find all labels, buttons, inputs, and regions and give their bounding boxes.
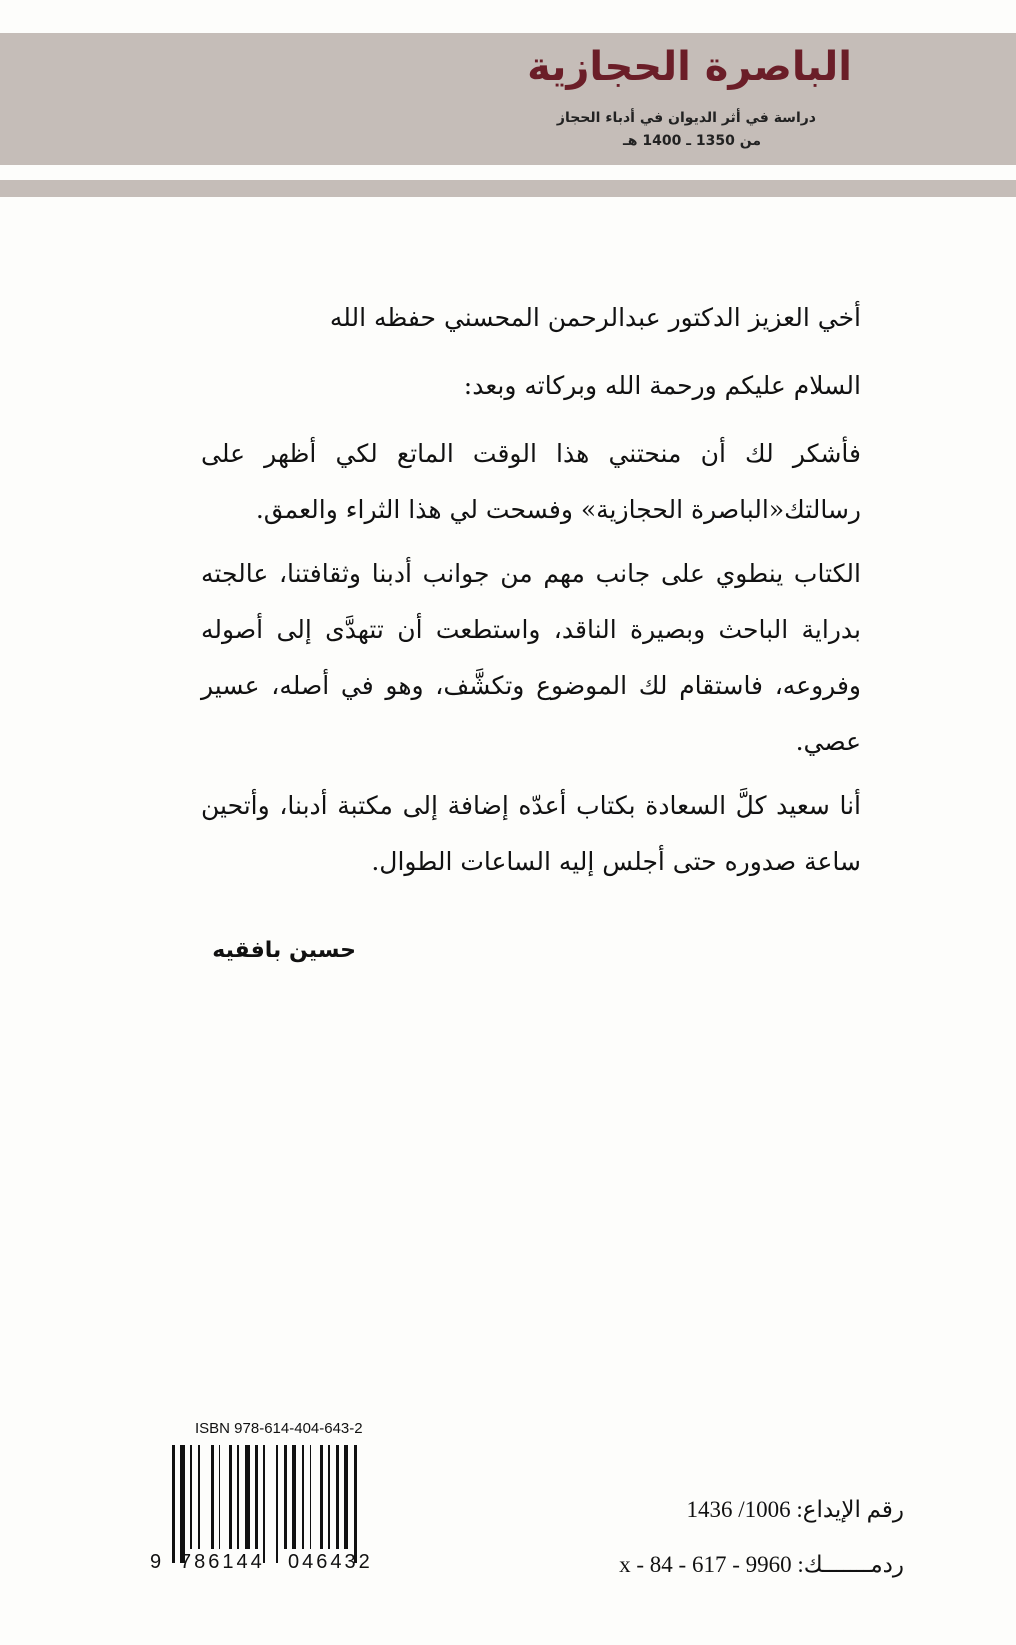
barcode-bar: [237, 1445, 239, 1549]
barcode: [172, 1445, 394, 1555]
barcode-bar: [292, 1445, 297, 1549]
deposit-number: رقم الإيداع: 1006/ 1436: [686, 1497, 904, 1522]
barcode-bar: [229, 1445, 232, 1549]
isbn-label: ISBN 978-614-404-643-2: [195, 1420, 363, 1437]
barcode-bar: [198, 1445, 200, 1549]
barcode-bar: [320, 1445, 323, 1549]
barcode-bar: [344, 1445, 349, 1549]
barcode-bar: [219, 1445, 221, 1549]
letter-paragraph: الكتاب ينطوي على جانب مهم من جوانب أدبنا وثقافتنا، عالجته بدراية الباحث وبصيرة الناقد، واستطعت أن تتهدَّى إلى أصوله وفروعه، فاستقام لك الموضوع وتكشَّف، وهو في أصله، عسير عصي.: [201, 559, 861, 756]
barcode-bar: [284, 1445, 287, 1549]
barcode-bar: [336, 1445, 339, 1549]
barcode-lead-digit: 9: [150, 1551, 165, 1573]
isbn-arabic: ردمـــــــك: 9960 - 617 - 84 - x: [619, 1552, 904, 1577]
barcode-bar: [302, 1445, 304, 1549]
letter-greeting: أخي العزيز الدكتور عبدالرحمن المحسني حفظه الله: [329, 303, 861, 332]
book-subtitle: دراسة في أثر الديوان في أدباء الحجاز: [556, 110, 816, 126]
letter-paragraph: فأشكر لك أن منحتني هذا الوقت الماتع لكي أظهر على رسالتك«الباصرة الحجازية» وفسحت لي هذا الثراء والعمق.: [201, 439, 861, 524]
signature: حسين بافقيه: [212, 938, 356, 963]
letter-paragraph: أنا سعيد كلَّ السعادة بكتاب أعدّه إضافة إلى مكتبة أدبنا، وأتحين ساعة صدوره حتى أجلس إليه الساعات الطوال.: [201, 791, 861, 876]
barcode-bar: [245, 1445, 250, 1549]
barcode-group-2: 046432: [288, 1551, 373, 1573]
barcode-bar: [180, 1445, 185, 1563]
book-period: من 1350 ـ 1400 هـ: [623, 133, 761, 149]
letter-body: [201, 290, 861, 898]
barcode-bar: [310, 1445, 312, 1549]
barcode-bar: [172, 1445, 175, 1563]
letter-salutation: السلام عليكم ورحمة الله وبركاته وبعد:: [463, 371, 861, 400]
header-band: [0, 33, 1016, 165]
barcode-bar: [328, 1445, 330, 1549]
barcode-bar: [211, 1445, 214, 1549]
book-title: الباصرة الحجازية: [527, 44, 852, 90]
barcode-bar: [263, 1445, 265, 1563]
barcode-bar: [255, 1445, 258, 1549]
barcode-bar: [190, 1445, 192, 1549]
barcode-bar: [354, 1445, 357, 1563]
header-stripe: [0, 180, 1016, 197]
barcode-group-1: 786144: [180, 1551, 265, 1573]
barcode-bar: [276, 1445, 278, 1563]
